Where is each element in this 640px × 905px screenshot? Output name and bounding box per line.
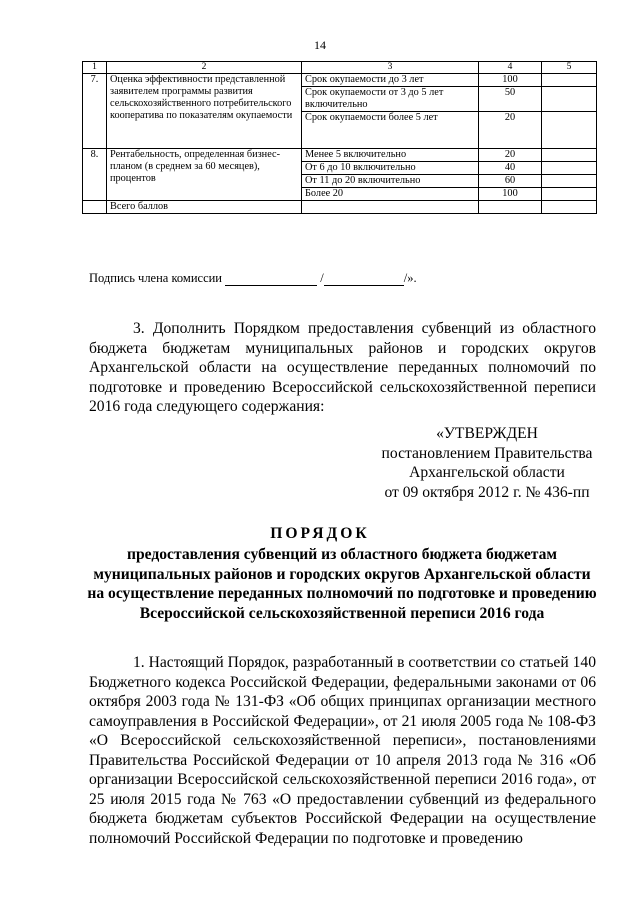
- paragraph-1: [89, 653, 596, 848]
- row-number: 8.: [83, 149, 107, 201]
- option-score: 20: [479, 112, 542, 149]
- empty-cell: [83, 201, 107, 214]
- document-subtitle: предоставления субвенций из областного бюджета бюджетам муниципальных районов и городских округов Архангельской области на осуществление переданных полномочий по подготовке и проведению Всероссийской сельскохозяйственной переписи 2016 года: [87, 546, 597, 622]
- signature-label: Подпись члена комиссии: [89, 271, 222, 285]
- option-score: 50: [479, 87, 542, 112]
- header-cell: 2: [107, 62, 302, 74]
- page-number: 14: [314, 38, 326, 52]
- empty-cell: [542, 201, 597, 214]
- option-text: Срок окупаемости до 3 лет: [302, 74, 479, 87]
- criteria-table: [82, 61, 597, 214]
- table-row: [83, 149, 597, 162]
- criterion-text: Оценка эффективности представленной заявителем программы развития сельскохозяйственного потребительского кооператива по показателям окупаемости: [107, 74, 302, 149]
- criterion-text: Рентабельность, определенная бизнес-планом (в среднем за 60 месяцев), процентов: [107, 149, 302, 201]
- approval-line-2: постановлением Правительства: [381, 444, 593, 462]
- approval-line-3: Архангельской области: [409, 464, 565, 481]
- name-blank: [324, 275, 404, 286]
- option-text: Более 20: [302, 188, 479, 201]
- signature-blank: [225, 275, 317, 286]
- option-score: 100: [479, 188, 542, 201]
- signature-line: [89, 271, 417, 286]
- option-score: 20: [479, 149, 542, 162]
- total-label: Всего баллов: [107, 201, 302, 214]
- empty-cell: [542, 175, 597, 188]
- document-title: ПОРЯДОК: [270, 525, 370, 542]
- table-header-row: [83, 62, 597, 74]
- header-cell: 5: [542, 62, 597, 74]
- approval-line-1: «УТВЕРЖДЕН: [436, 425, 538, 442]
- empty-cell: [479, 201, 542, 214]
- empty-cell: [542, 112, 597, 149]
- option-text: Срок окупаемости более 5 лет: [302, 112, 479, 149]
- option-score: 40: [479, 162, 542, 175]
- option-text: Срок окупаемости от 3 до 5 лет включительно: [302, 87, 479, 112]
- option-text: Менее 5 включительно: [302, 149, 479, 162]
- option-score: 60: [479, 175, 542, 188]
- empty-cell: [542, 188, 597, 201]
- empty-cell: [542, 162, 597, 175]
- empty-cell: [542, 149, 597, 162]
- option-text: От 11 до 20 включительно: [302, 175, 479, 188]
- table-total-row: [83, 201, 597, 214]
- empty-cell: [542, 87, 597, 112]
- option-text: От 6 до 10 включительно: [302, 162, 479, 175]
- signature-ending: /».: [403, 271, 417, 285]
- header-cell: 3: [302, 62, 479, 74]
- approval-stamp: [376, 424, 598, 502]
- table-row: [83, 74, 597, 87]
- approval-line-4: от 09 октября 2012 г. № 436-пп: [384, 483, 590, 501]
- empty-cell: [302, 201, 479, 214]
- header-cell: 1: [83, 62, 107, 74]
- paragraph-3-text: 3. Дополнить Порядком предоставления субвенций из областного бюджета бюджетам муниципальных районов и городских округов Архангельской области на осуществление переданных полномочий по подготовке и проведению Всероссийской сельскохозяйственной переписи 2016 года следующего содержания:: [89, 320, 596, 415]
- option-score: 100: [479, 74, 542, 87]
- header-cell: 4: [479, 62, 542, 74]
- row-number: 7.: [83, 74, 107, 149]
- signature-slash: /: [320, 271, 324, 285]
- paragraph-1-text: 1. Настоящий Порядок, разработанный в соответствии со статьей 140 Бюджетного кодекса Российской Федерации, федеральными законами от 06 октября 2003 года № 131-ФЗ «Об общих принципах организации местного самоуправления в Российской Федерации», от 21 июля 2005 года № 108-ФЗ «О Всероссийской сельскохозяйственной переписи», постановлениями Правительства Российской Федерации от 10 апреля 2013 года № 316 «Об организации Всероссийской сельскохозяйственной переписи 2016 года», от 25 июля 2015 года № 763 «О предоставлении субвенций из федерального бюджета бюджетам субъектов Российской Федерации на осуществление полномочий Российской Федерации по подготовке и проведению: [89, 654, 596, 847]
- paragraph-3: [89, 319, 596, 417]
- empty-cell: [542, 74, 597, 87]
